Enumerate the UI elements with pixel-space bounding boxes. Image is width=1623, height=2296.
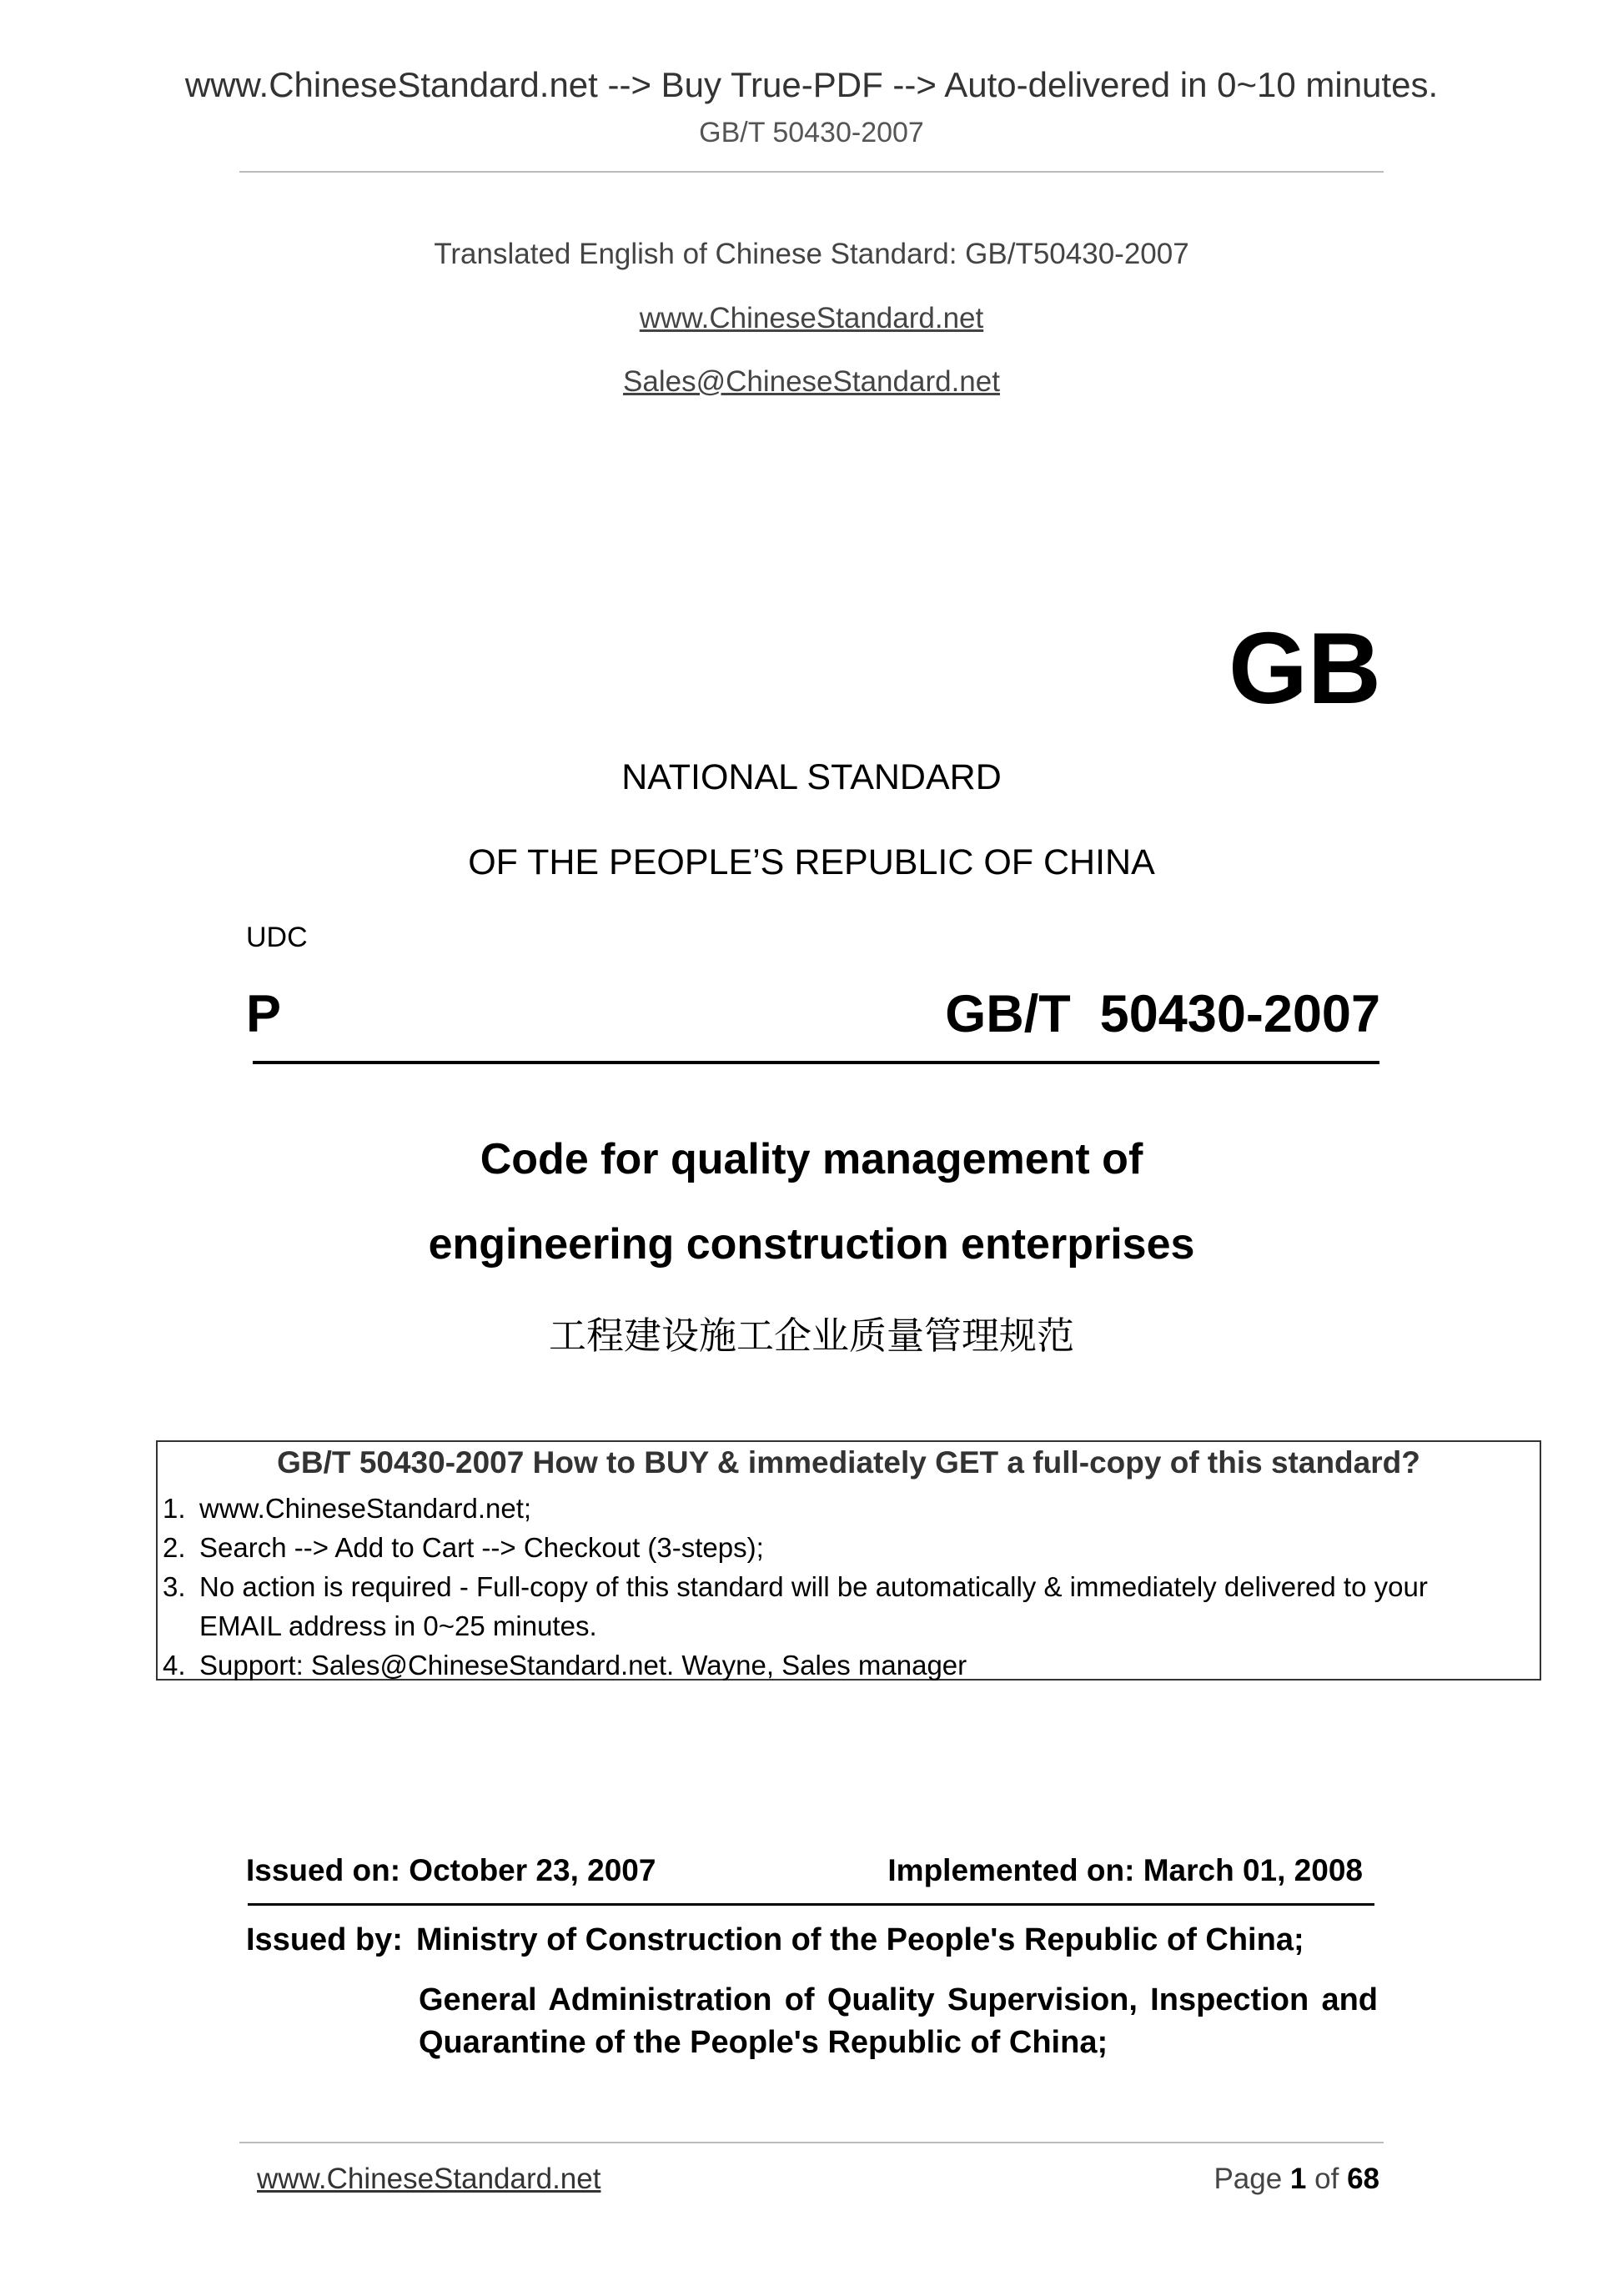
list-item-number: 2. bbox=[163, 1532, 186, 1563]
sales-email-row bbox=[0, 365, 1623, 399]
list-item-text: No action is required - Full-copy of this standard will be automatically & immediately delivered to your EMAIL address in 0~25 minutes. bbox=[199, 1571, 1428, 1641]
standard-number: GB/T 50430-2007 bbox=[945, 985, 1380, 1043]
list-item-number: 1. bbox=[163, 1493, 186, 1524]
sales-email-link[interactable]: Sales@ChineseStandard.net bbox=[623, 365, 1000, 398]
site-link[interactable]: www.ChineseStandard.net bbox=[639, 302, 984, 334]
header-banner: www.ChineseStandard.net --> Buy True-PDF --> Auto-delivered in 0~10 minutes. bbox=[184, 65, 1439, 104]
how-to-buy-heading: GB/T 50430-2007 How to BUY & immediately GET a full-copy of this standard? bbox=[277, 1445, 1420, 1480]
list-item-number: 3. bbox=[163, 1571, 186, 1602]
page-current: 1 bbox=[1289, 2163, 1307, 2195]
issued-by-label: Issued by: bbox=[246, 1922, 403, 1957]
footer-site-link[interactable]: www.ChineseStandard.net bbox=[257, 2163, 601, 2195]
title-line-1: Code for quality management of bbox=[480, 1135, 1143, 1183]
list-item bbox=[158, 1528, 1492, 1567]
list-item bbox=[158, 1567, 1492, 1645]
national-standard-line: NATIONAL STANDARD bbox=[621, 757, 1002, 797]
implemented-on-date: Implemented on: March 01, 2008 bbox=[887, 1853, 1363, 1887]
country-line: OF THE PEOPLE’S REPUBLIC OF CHINA bbox=[468, 842, 1155, 882]
list-item-number: 4. bbox=[163, 1650, 186, 1681]
list-item bbox=[158, 1645, 1492, 1685]
header-divider bbox=[239, 171, 1384, 173]
title-line-2: engineering construction enterprises bbox=[428, 1220, 1195, 1269]
footer-divider bbox=[239, 2142, 1384, 2143]
code-divider bbox=[253, 1061, 1379, 1064]
udc-label: UDC bbox=[246, 922, 308, 953]
issuer-administration: General Administration of Quality Supervision, Inspection and Quarantine of the People's Republic of China; bbox=[419, 1982, 1378, 2060]
header-standard-code: GB/T 50430-2007 bbox=[699, 117, 924, 148]
page-of: of bbox=[1314, 2163, 1339, 2195]
page-prefix: Page bbox=[1213, 2163, 1283, 2195]
classification-letter: P bbox=[246, 985, 282, 1043]
gb-mark: GB bbox=[1229, 611, 1381, 725]
translated-title: Translated English of Chinese Standard: GB/T50430-2007 bbox=[434, 238, 1189, 270]
list-item-text: Support: Sales@ChineseStandard.net. Wayne, Sales manager bbox=[199, 1650, 967, 1681]
list-item-text: Search --> Add to Cart --> Checkout (3-steps); bbox=[199, 1532, 764, 1563]
issuer-ministry: Ministry of Construction of the People's Republic of China; bbox=[416, 1922, 1304, 1957]
site-link-row bbox=[0, 302, 1623, 335]
how-to-buy-list bbox=[158, 1489, 1492, 1685]
chinese-title: 工程建设施工企业质量管理规范 bbox=[548, 1314, 1074, 1358]
how-to-buy-box bbox=[156, 1440, 1541, 1681]
issued-on-date: Issued on: October 23, 2007 bbox=[246, 1853, 656, 1887]
page-total: 68 bbox=[1347, 2163, 1379, 2195]
list-item-text: www.ChineseStandard.net; bbox=[199, 1493, 532, 1524]
list-item bbox=[158, 1489, 1492, 1528]
page-indicator bbox=[1213, 2163, 1379, 2196]
issue-divider bbox=[248, 1903, 1374, 1906]
